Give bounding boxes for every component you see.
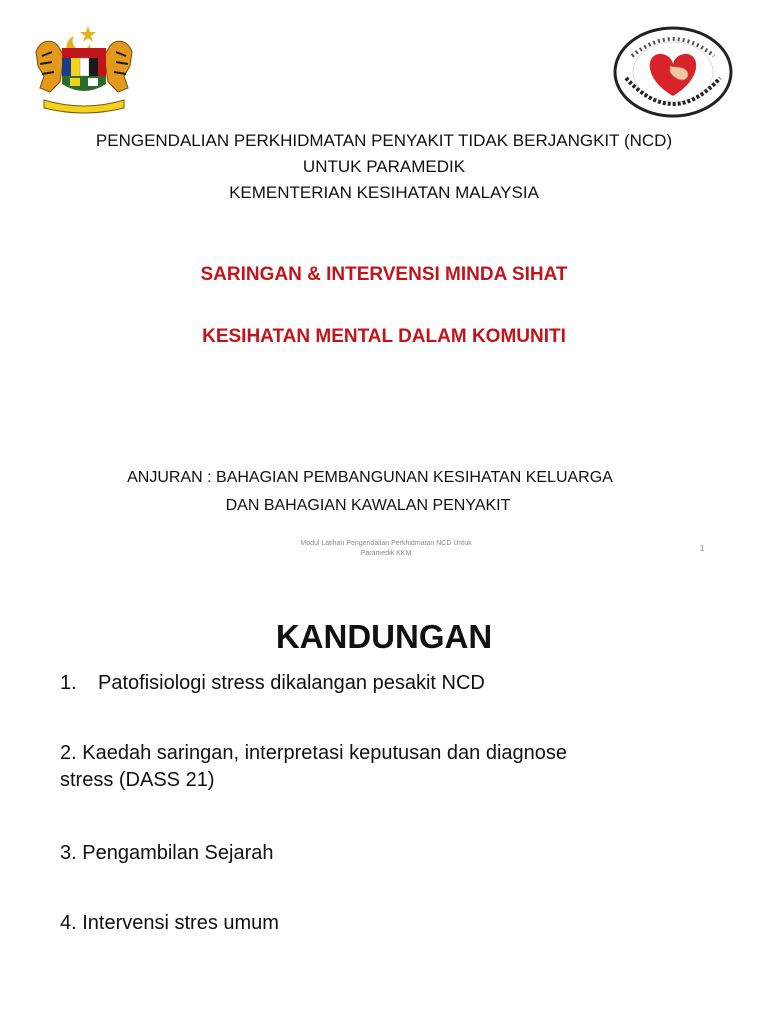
- organizer-line-1: ANJURAN : BAHAGIAN PEMBANGUNAN KESIHATAN KELUARGA: [127, 469, 613, 486]
- contents-title: KANDUNGAN: [275, 618, 493, 655]
- slide-footer: [256, 539, 516, 559]
- organizer-line-2: DAN BAHAGIAN KAWALAN PENYAKIT: [225, 497, 511, 514]
- item-1-number: 1.: [60, 672, 77, 694]
- contents-item-2: [60, 740, 740, 794]
- page-number: 1: [700, 544, 705, 553]
- footer-line-1: Modul Latihan Pengendalian Perkhidmatan NCD Untuk: [300, 540, 472, 547]
- item-2-line-1: 2. Kaedah saringan, interpretasi keputusan dan diagnose: [60, 742, 568, 764]
- malaysia-coat-of-arms-icon: [30, 22, 138, 114]
- contents-item-1: [60, 670, 740, 697]
- contents-item-4: 4. Intervensi stres umum: [60, 912, 279, 934]
- header-line-1: PENGENDALIAN PERKHIDMATAN PENYAKIT TIDAK BERJANGKIT (NCD): [95, 131, 673, 150]
- item-1-text: Patofisiologi stress dikalangan pesakit NCD: [98, 672, 485, 694]
- contents-slide: [0, 580, 768, 1024]
- item-2-line-2: stress (DASS 21): [60, 769, 215, 791]
- contents-item-3: 3. Pengambilan Sejarah: [60, 842, 274, 864]
- header-line-3: KEMENTERIAN KESIHATAN MALAYSIA: [229, 183, 539, 202]
- kkm-heart-hand-logo-icon: [612, 26, 734, 118]
- header-line-2: UNTUK PARAMEDIK: [302, 157, 466, 176]
- header-title-block: [0, 128, 768, 206]
- footer-line-2: Paramedik KKM: [360, 550, 412, 557]
- mental-health-title: KESIHATAN MENTAL DALAM KOMUNITI: [202, 326, 566, 347]
- screening-title: SARINGAN & INTERVENSI MINDA SIHAT: [200, 264, 568, 285]
